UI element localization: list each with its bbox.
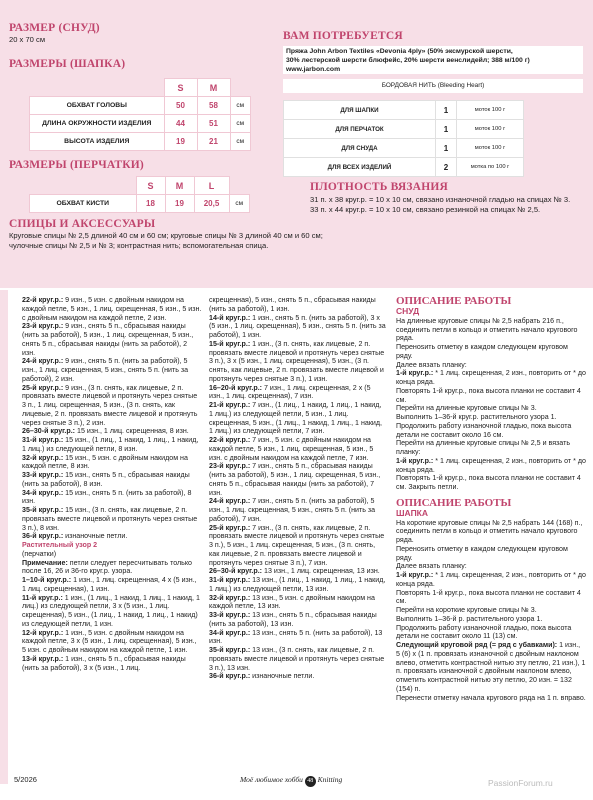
hat-row-unit: см [230, 133, 251, 151]
pattern-row: 35-й круг.р.: 15 изн., (3 п. снять, как лицевые, 2 п. провязать вместе лицевой и протянуть через снятые 3 п.), 8 изн. [22, 506, 198, 532]
pattern-row: 13-й круг.р.: 1 изн., снять 5 п., сбрасывая накиды (нить за работой), 3 х (5 изн., 1 лиц. [22, 654, 186, 672]
material-item: ДЛЯ ПЕРЧАТОК [284, 120, 436, 139]
pattern-row: Примечание: петли следует пересчитывать только после 16, 26 и 36-го круг.р. узора. [22, 558, 192, 576]
pattern-row: 31-й круг.р.: 13 изн., (1 лиц., 1 накид, 1 лиц., 1 накид, 1 лиц.) из следующей петли, 13 изн. [209, 576, 386, 593]
hat-row-value: 21 [197, 133, 230, 151]
pattern-row: 25-й круг.р.: 9 изн., (3 п. снять, как лицевые, 2 п. провязать вместе лицевой и протянуть через снятые 3 п., 1 лиц. скрещенная, 5 изн., (3 п. снять, как лицевые, 2 п. провязать вместе лицевой и протянуть через снятые 3 п.), 2 изн. [22, 383, 198, 427]
yarn-line-2: 30% лестерской шерсти блюфейс, 20% шерсти венслидейл; 388 м/100 г) [286, 57, 530, 64]
page-number: 48 [305, 776, 316, 787]
size-value: 20 х 70 см [9, 35, 46, 44]
pattern-row: 23-й круг.р.: 7 изн., снять 5 п., сбрасывая накиды (нить за работой), 5 изн., 1 лиц. скрещенная, 5 изн., снять 5 п., сбрасывая накиды (нить за работой), 7 изн. [209, 462, 381, 497]
instruction-line: Повторять 1-й круг.р., пока высота планки не составит 4 см. [396, 588, 581, 606]
pattern-row: 24-й круг.р.: 7 изн., снять 5 п. (нить за работой), 5 изн., 1 лиц. скрещенная, 5 изн., снять 5 п. (нить за работой), 7 изн. [209, 497, 376, 523]
hat-row-value: 51 [197, 115, 230, 133]
magazine-brand: Knitting [317, 775, 343, 784]
watermark: PassionForum.ru [488, 778, 553, 788]
yarn-box [283, 46, 583, 74]
needles-line-1: Круговые спицы № 2,5 длиной 40 см и 60 см; круговые спицы № 3 длиной 40 см и 60 см; [9, 231, 323, 240]
instruction-line: 1-й круг.р.: * 1 лиц. скрещенная, 2 изн., повторить от * до конца ряда. [396, 369, 586, 386]
material-unit: мотка по 100 г [457, 158, 524, 177]
hat-row-label: ВЫСОТА ИЗДЕЛИЯ [30, 133, 165, 151]
yarn-line-1: Пряжа John Arbon Textiles «Devonia 4ply» (50% эксмурской шерсти, [286, 48, 513, 55]
instruction-line: 1-й круг.р.: * 1 лиц. скрещенная, 2 изн., повторить от * до конца ряда. [396, 571, 586, 588]
instruction-line: Перейти на короткие круговые спицы № 3. [396, 606, 537, 614]
pattern-row: 15-й круг.р.: 1 изн., (3 п. снять, как лицевые, 2 п. провязать вместе лицевой и протянуть через снятые 3 п.), 3 х (5 изн., 1 лиц. скрещенная), 5 изн., (3 п. снять, как лицевые, 2 п. провязать вместе лицевой и протянуть через снятые 3 п.), 1 изн. [209, 339, 385, 383]
pattern-row: 31-й круг.р.: 15 изн., (1 лиц., 1 накид, 1 лиц., 1 накид, 1 лиц.) из следующей петли, 8 изн. [22, 436, 199, 453]
instruction-line: 1-й круг.р.: * 1 лиц. скрещенная, 2 изн., повторить от * до конца ряда. [396, 456, 586, 474]
pattern-row: 36-й круг.р.: изнаночные петли. [209, 672, 315, 681]
instruction-line: Далее вязать планку: [396, 562, 467, 571]
side-flank [0, 290, 8, 784]
material-unit: моток 100 г [457, 139, 524, 158]
pattern-row: 1–10-й круг.р.: 1 изн., 1 лиц. скрещенная, 4 х (5 изн., 1 лиц. скрещенная), 1 изн. [22, 576, 197, 593]
instruction-line: Перенести отметку начала кругового ряда на 1 п. вправо. [396, 693, 586, 702]
material-unit: моток 100 г [457, 120, 524, 139]
needles-title: СПИЦЫ И АКСЕССУАРЫ [9, 218, 156, 230]
instruction-line: Перейти на длинные круговые спицы № 2,5 и вязать планку: [396, 439, 571, 456]
pattern-row: 26–30-й круг.р.: 13 изн., 1 лиц. скрещенная, 13 изн. [209, 567, 380, 576]
section-subtitle: СНУД [396, 306, 420, 316]
instruction-line: Перейти на длинные круговые спицы № 3. [396, 404, 537, 413]
materials-title: ВАМ ПОТРЕБУЕТСЯ [283, 30, 403, 42]
instruction-line: Перенosить отметку в каждом следующем круговом ряду. [396, 544, 568, 562]
instruction-line: Выполнить 1–36-й р. растительного узора 1. [396, 614, 543, 623]
pattern-row: 25-й круг.р.: 7 изн., (3 п. снять, как лицевые, 2 п. провязать вместе лицевой и протянуть через снятые 3 п.), 5 изн., 1 лиц. скрещенная, 5 изн., (3 п. снять, как лицевые, 2 п. провязать вместе лицевой и протянуть через снятые 3 п.), 7 изн. [209, 523, 385, 567]
pattern-row: Растительный узор 2 (перчатки) [22, 541, 98, 558]
instruction-line: Следующий круговой ряд (= ряд с убавками): 1 изн., 5 (6) х (1 п. провязать изнаночной с двойным наклоном влево, отметить контрастной нитью эту петлю, 21 изн.), 1 п. провязать изнаночной с двойным наклоном влево, отметить контрастной нитью эту петлю, 20 изн. = 132 (154) п. [396, 641, 586, 693]
material-qty: 2 [436, 158, 457, 177]
hat-row-value: 58 [197, 97, 230, 115]
pattern-row: 32-й круг.р.: 13 изн., 5 изн. с двойным накидом на каждой петле, 13 изн. [209, 593, 375, 611]
pattern-row: 34-й круг.р.: 13 изн., снять 5 п. (нить за работой), 13 изн. [209, 628, 383, 646]
section-title: ОПИСАНИЕ РАБОТЫ [396, 295, 512, 307]
hat-sizes-title: РАЗМЕРЫ (ШАПКА) [9, 58, 126, 70]
pattern-row: 26–30-й круг.р.: 15 изн., 1 лиц. скрещенная, 8 изн. [22, 427, 189, 436]
hat-row-label: ДЛИНА ОКРУЖНОСТИ ИЗДЕЛИЯ [30, 115, 165, 133]
instruction-line: Продолжить работу изнаночной гладью, пока высота детали не составит около 16 см. [396, 421, 572, 439]
pattern-row: 21-й круг.р.: 7 изн., (1 лиц., 1 накид, 1 лиц., 1 накид, 1 лиц.) из следующей петли, 5 изн., 1 лиц. скрещенная, 5 изн., (1 лиц., 1 накид, 1 лиц., 1 накид, 1 лиц.) из следующей петли, 7 изн. [209, 401, 382, 436]
pattern-row: 11-й круг.р.: 1 изн., (1 лиц., 1 накид, 1 лиц., 1 накид, 1 лиц.) из следующей петли, 3 х (5 изн., 1 лиц. скрещенная), 5 изн., (1 лиц., 1 накид, 1 лиц., 1 накид) из следующей петли, 1 изн. [22, 593, 200, 628]
yarn-color: БОРДОВАЯ НИТЬ (Bleeding Heart) [283, 79, 583, 93]
glove-row-label: ОБХВАТ КИСТИ [30, 195, 137, 213]
materials-table [283, 100, 524, 177]
hat-row-label: ОБХВАТ ГОЛОВЫ [30, 97, 165, 115]
pattern-row: 35-й круг.р.: 13 изн., (3 п. снять, как лицевые, 2 п. провязать вместе лицевой и протянуть через снятые 3 п.), 13 изн. [209, 646, 385, 672]
material-unit: моток 100 г [457, 101, 524, 120]
pattern-row: 22-й круг.р.: 7 изн., 5 изн. с двойным накидом на каждой петле, 5 изн., 1 лиц. скрещенная, 5 изн., 5 изн. с двойным накидом на каждой петле, 7 изн. [209, 436, 374, 462]
material-item: ДЛЯ СНУДА [284, 139, 436, 158]
hat-row-unit: см [230, 115, 251, 133]
magazine-title: Моё любимое хобби [240, 775, 303, 784]
material-qty: 1 [436, 120, 457, 139]
instruction-line: Повторять 1-й круг.р., пока высота планки не составит 4 см. [396, 386, 581, 404]
instruction-line: Выполнить 1–36-й круг.р. растительного узора 1. [396, 413, 557, 421]
pattern-row: 24-й круг.р.: 9 изн., снять 5 п. (нить за работой), 5 изн., 1 лиц. скрещенная, 5 изн., снять 5 п. (нить за работой), 2 изн. [22, 357, 189, 383]
hat-size-header-s: S [164, 79, 197, 97]
pattern-column-1 [22, 296, 202, 672]
glove-row-value: 20,5 [194, 195, 229, 213]
instruction-line: Перенosить отметку в каждом следующем круговом ряду. [396, 343, 568, 360]
hat-size-table [29, 78, 251, 151]
pattern-row: 23-й круг.р.: 9 изн., снять 5 п., сбрасывая накиды (нить за работой), 5 изн., 1 лиц. скрещенная, 5 изн., снять 5 п., сбрасывая накиды (нить за работой), 2 изн. [22, 322, 194, 357]
glove-header-s: S [136, 177, 165, 195]
needles-line-2: чулочные спицы № 2,5 и № 3; контрастная нить; вспомогательная спица. [9, 241, 269, 250]
glove-row-unit: см [229, 195, 250, 213]
material-qty: 1 [436, 101, 457, 120]
pattern-row: 12-й круг.р.: 1 изн., 5 изн. с двойным накидом на каждой петле, 3 х (5 изн., 1 лиц. скрещенная), 5 изн., 5 изн. с двойным накидом на каждой петле, 1 изн. [22, 628, 197, 654]
pattern-row: 16–20-й круг.р.: 7 изн., 1 лиц. скрещенная, 2 х (5 изн., 1 лиц. скрещенная), 7 изн. [209, 383, 371, 401]
section-subtitle: ШАПКА [396, 507, 429, 518]
glove-sizes-title: РАЗМЕРЫ (ПЕРЧАТКИ) [9, 159, 144, 171]
description-column [396, 296, 586, 702]
pattern-row: 32-й круг.р.: 15 изн., 5 изн. с двойным накидом на каждой петле, 8 изн. [22, 453, 188, 471]
pattern-row: 34-й круг.р.: 15 изн., снять 5 п. (нить за работой), 8 изн. [22, 488, 192, 506]
gauge-line-1: 31 п. х 38 круг.р. = 10 х 10 см, связано изнаночной гладью на спицах № 3. [310, 195, 571, 204]
pattern-row: 33-й круг.р.: 15 изн., снять 5 п., сбрасывая накиды (нить за работой), 8 изн. [22, 471, 190, 488]
glove-size-table [29, 176, 250, 213]
magazine-name [240, 775, 342, 787]
material-item: ДЛЯ ШАПКИ [284, 101, 436, 120]
instruction-line: Повторять 1-й круг.р., пока высота планки не составит 4 см. Закрыть петли. [396, 474, 581, 491]
gauge-title: ПЛОТНОСТЬ ВЯЗАНИЯ [310, 181, 448, 193]
pattern-row: 33-й круг.р.: 13 изн., снять 5 п., сбрасывая накиды (нить за работой), 13 изн. [209, 611, 377, 628]
issue-number: 5/2026 [14, 775, 37, 784]
material-item: ДЛЯ ВСЕХ ИЗДЕЛИЙ [284, 158, 436, 177]
material-qty: 1 [436, 139, 457, 158]
hat-row-value: 44 [164, 115, 197, 133]
instruction-line: Продолжить работу изнаночной гладью, пока высота детали не составит около 11 (13) см. [396, 623, 572, 641]
hat-row-value: 19 [164, 133, 197, 151]
instruction-line: Далее вязать планку: [396, 360, 467, 369]
instruction-line: На длинные круговые спицы № 2,5 набрать 216 п., соединить петли в кольцо и отметить начало кругового ряда. [396, 316, 578, 343]
glove-header-m: M [165, 177, 194, 195]
pattern-row: 36-й круг.р.: изнаночные петли. [22, 532, 128, 541]
pattern-row: 14-й круг.р.: 1 изн., снять 5 п. (нить за работой), 3 х (5 изн., 1 лиц. скрещенная), 5 изн., снять 5 п. (нить за работой), 1 изн. [209, 313, 386, 339]
pattern-row: скрещенная), 5 изн., снять 5 п., сбрасывая накиды (нить за работой), 1 изн. [209, 296, 376, 313]
hat-row-unit: см [230, 97, 251, 115]
glove-row-value: 18 [136, 195, 165, 213]
glove-row-value: 19 [165, 195, 194, 213]
pattern-row: 22-й круг.р.: 9 изн., 5 изн. с двойным накидом на каждой петле, 5 изн., 1 лиц. скрещенная, 5 изн., 5 изн. с двойным накидом на каждой петле, 2 изн. [22, 296, 202, 322]
instruction-line: На короткие круговые спицы № 2,5 набрать 144 (168) п., соединить петли в кольцо и отметить начало кругового ряда. [396, 518, 583, 544]
glove-header-l: L [194, 177, 229, 195]
hat-row-value: 50 [164, 97, 197, 115]
size-title: РАЗМЕР (СНУД) [9, 22, 100, 34]
gauge-line-2: 33 п. х 44 круг.р. = 10 х 10 см, связано резинкой на спицах № 2,5. [310, 205, 541, 214]
pattern-column-2 [209, 296, 387, 681]
section-title: ОПИСАНИЕ РАБОТЫ [396, 496, 512, 509]
yarn-url: www.jarbon.com [286, 66, 341, 73]
hat-size-header-m: M [197, 79, 230, 97]
